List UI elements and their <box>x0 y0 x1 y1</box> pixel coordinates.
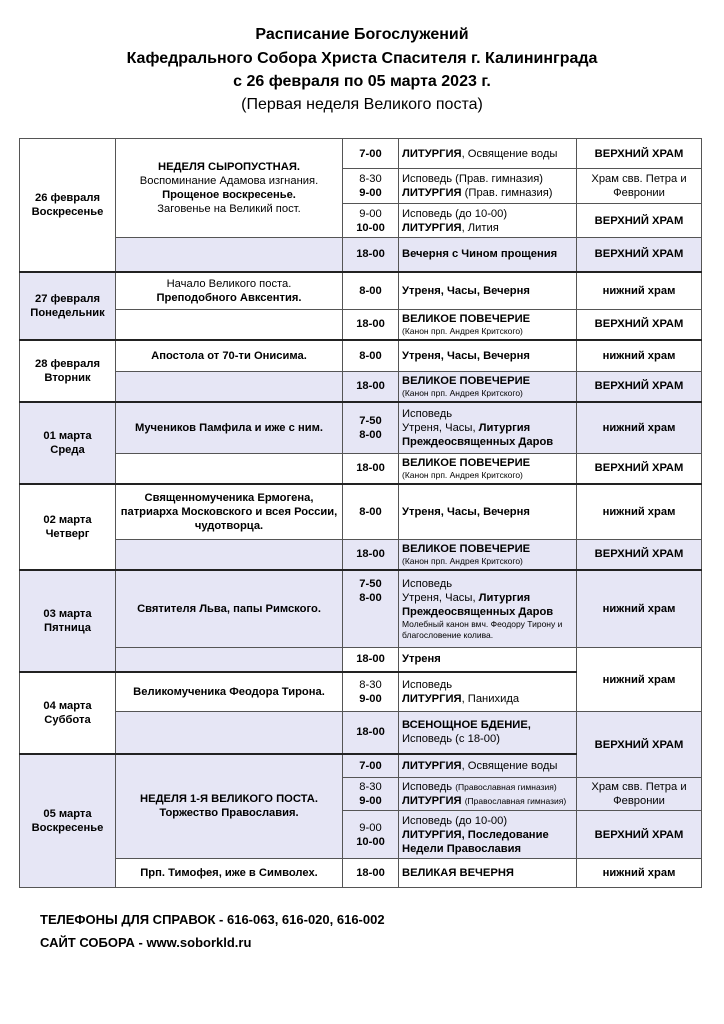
event-cell-28-feb: Апостола от 70-ти Онисима. <box>116 340 343 372</box>
place-cell: нижний храм <box>577 859 702 888</box>
event-cell-05-mar-evening: Прп. Тимофея, иже в Символех. <box>116 859 343 888</box>
day-cell-05-mar: 05 марта Воскресенье <box>20 754 116 888</box>
footer-site: САЙТ СОБОРА - www.soborkld.ru <box>40 935 252 950</box>
service-cell: ВЕЛИКОЕ ПОВЕЧЕРИЕ (Канон прп. Андрея Критского) <box>399 372 577 402</box>
time-cell: 9-00 10-00 <box>343 204 399 238</box>
place-cell: нижний храм <box>577 570 702 648</box>
place-cell: ВЕРХНИЙ ХРАМ <box>577 204 702 238</box>
service-cell: Утреня, Часы, Вечерня <box>399 272 577 310</box>
time-cell: 18-00 <box>343 540 399 570</box>
time-cell: 18-00 <box>343 372 399 402</box>
place-cell: ВЕРХНИЙ ХРАМ <box>577 372 702 402</box>
time-cell: 8-30 9-00 <box>343 778 399 811</box>
day-cell-28-feb: 28 февраля Вторник <box>20 340 116 402</box>
service-cell: Исповедь ЛИТУРГИЯ, Панихида <box>399 672 577 712</box>
service-cell: ВСЕНОЩНОЕ БДЕНИЕ, Исповедь (с 18-00) <box>399 712 577 754</box>
place-cell: нижний храм <box>577 402 702 454</box>
event-cell-02-mar: Священномученика Ермогена, патриарха Московского и всея России, чудотворца. <box>116 484 343 540</box>
time-cell: 18-00 <box>343 238 399 272</box>
service-cell: ВЕЛИКОЕ ПОВЕЧЕРИЕ (Канон прп. Андрея Критского) <box>399 310 577 340</box>
time-cell: 7-50 8-00 <box>343 402 399 454</box>
title-line-2: Кафедрального Собора Христа Спасителя г. Калининграда <box>126 50 598 67</box>
place-cell: нижний храм <box>577 648 702 712</box>
time-cell: 18-00 <box>343 648 399 672</box>
day-cell-03-mar: 03 марта Пятница <box>20 570 116 672</box>
time-cell: 8-30 9-00 <box>343 169 399 204</box>
event-cell-04-mar: Великомученика Феодора Тирона. <box>116 672 343 712</box>
place-cell: нижний храм <box>577 340 702 372</box>
place-cell: ВЕРХНИЙ ХРАМ <box>577 139 702 169</box>
place-cell: нижний храм <box>577 272 702 310</box>
service-cell: Утреня, Часы, Вечерня <box>399 484 577 540</box>
place-cell: ВЕРХНИЙ ХРАМ <box>577 310 702 340</box>
service-cell: Вечерня с Чином прощения <box>399 238 577 272</box>
title-line-1: Расписание Богослужений <box>255 26 469 43</box>
event-cell-27-feb: Начало Великого поста. Преподобного Авксентия. <box>116 272 343 310</box>
place-cell: ВЕРХНИЙ ХРАМ <box>577 454 702 484</box>
place-cell: Храм свв. Петра и Февронии <box>577 778 702 811</box>
service-cell: Утреня <box>399 648 577 672</box>
day-cell-04-mar: 04 марта Суббота <box>20 672 116 754</box>
day-cell-27-feb: 27 февраля Понедельник <box>20 272 116 340</box>
footer-phones: ТЕЛЕФОНЫ ДЛЯ СПРАВОК - 616-063, 616-020, 616-002 <box>40 912 385 927</box>
title-line-3: с 26 февраля по 05 марта 2023 г. <box>233 73 491 90</box>
title-line-4: (Первая неделя Великого поста) <box>241 96 483 113</box>
event-cell-05-mar: НЕДЕЛЯ 1-Я ВЕЛИКОГО ПОСТА. Торжество Православия. <box>116 754 343 859</box>
time-cell: 8-30 9-00 <box>343 672 399 712</box>
time-cell: 18-00 <box>343 712 399 754</box>
place-cell: ВЕРХНИЙ ХРАМ <box>577 811 702 859</box>
service-cell: Исповедь (Православная гимназия) ЛИТУРГИЯ (Православная гимназия) <box>399 778 577 811</box>
place-cell: ВЕРХНИЙ ХРАМ <box>577 540 702 570</box>
service-cell: Исповедь (до 10-00) ЛИТУРГИЯ, Последование Недели Православия <box>399 811 577 859</box>
service-cell: Исповедь (до 10-00) ЛИТУРГИЯ, Лития <box>399 204 577 238</box>
place-cell: ВЕРХНИЙ ХРАМ <box>577 712 702 778</box>
time-cell: 9-00 10-00 <box>343 811 399 859</box>
time-cell: 7-50 8-00 <box>343 570 399 648</box>
time-cell: 18-00 <box>343 310 399 340</box>
event-cell-01-mar: Мучеников Памфила и иже с ним. <box>116 402 343 454</box>
day-cell-26-feb: 26 февраля Воскресенье <box>20 139 116 272</box>
schedule-table <box>19 138 702 888</box>
service-cell: ЛИТУРГИЯ, Освящение воды <box>399 139 577 169</box>
service-cell: Утреня, Часы, Вечерня <box>399 340 577 372</box>
service-cell: Исповедь Утреня, Часы, Литургия Преждеосвященных Даров Молебный канон вмч. Феодору Тирону и благословение колива. <box>399 570 577 648</box>
service-cell: ВЕЛИКОЕ ПОВЕЧЕРИЕ (Канон прп. Андрея Критского) <box>399 540 577 570</box>
place-cell: Храм свв. Петра и Февронии <box>577 169 702 204</box>
place-cell: нижний храм <box>577 484 702 540</box>
day-cell-02-mar: 02 марта Четверг <box>20 484 116 570</box>
time-cell: 18-00 <box>343 454 399 484</box>
time-cell: 8-00 <box>343 484 399 540</box>
time-cell: 18-00 <box>343 859 399 888</box>
time-cell: 8-00 <box>343 340 399 372</box>
day-cell-01-mar: 01 марта Среда <box>20 402 116 484</box>
service-cell: ЛИТУРГИЯ, Освящение воды <box>399 754 577 778</box>
service-cell: Исповедь (Прав. гимназия) ЛИТУРГИЯ (Прав. гимназия) <box>399 169 577 204</box>
place-cell: ВЕРХНИЙ ХРАМ <box>577 238 702 272</box>
service-cell: ВЕЛИКОЕ ПОВЕЧЕРИЕ (Канон прп. Андрея Критского) <box>399 454 577 484</box>
event-cell-26-feb: НЕДЕЛЯ СЫРОПУСТНАЯ. Воспоминание Адамова изгнания. Прощеное воскресенье. Заговенье на Великий пост. <box>116 139 343 238</box>
time-cell: 7-00 <box>343 139 399 169</box>
time-cell: 8-00 <box>343 272 399 310</box>
service-cell: ВЕЛИКАЯ ВЕЧЕРНЯ <box>399 859 577 888</box>
time-cell: 7-00 <box>343 754 399 778</box>
service-cell: Исповедь Утреня, Часы, Литургия Преждеосвященных Даров <box>399 402 577 454</box>
event-cell-03-mar: Святителя Льва, папы Римского. <box>116 570 343 648</box>
